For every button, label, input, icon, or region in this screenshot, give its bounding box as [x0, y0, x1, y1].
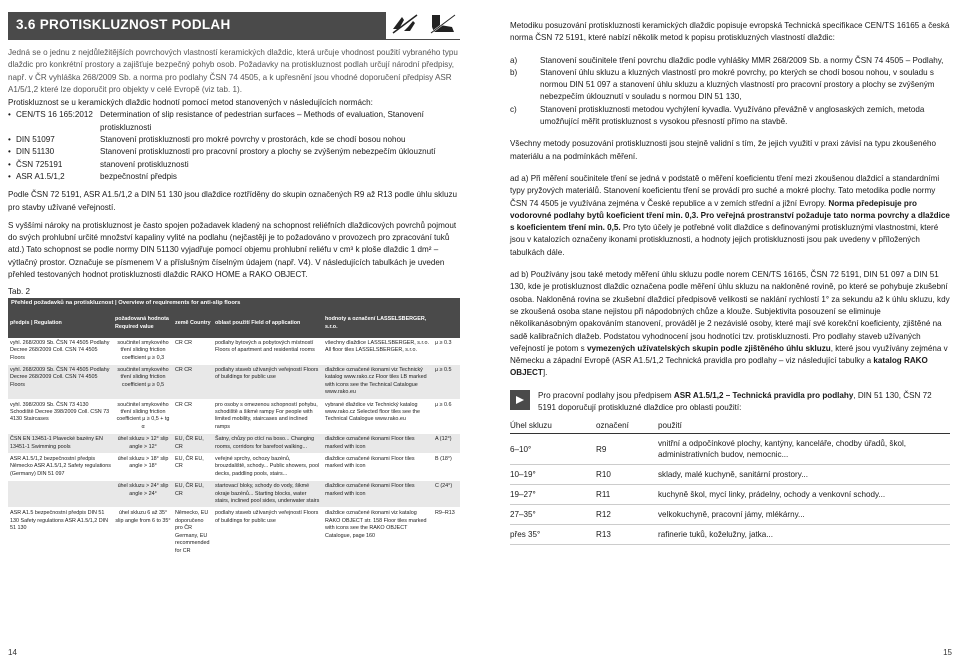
list-item: b) Stanovení úhlu skluzu a kluzných vlastností pro mokré povrchy, po kterých se chodí bosou nohou, v souladu s normou DIN 51 097 a stanovení úhlu skluzu a kluzných vlastností pro pracovní prostory a plochy se zvýšeným nebezpečím úklouznutí v souladu s normou DIN 51 130,: [510, 67, 935, 102]
table-row: [8, 454, 460, 481]
list-item: • DIN 51097 Stanovení protiskluznosti pro mokré povrchy v prostorách, kde se chodí bosou nohou: [8, 135, 406, 145]
methods-intro: Protiskluznost se u keramických dlaždic hodnotí pomocí metod stanovených v následujících normách:: [8, 98, 373, 108]
table-cell: 19–27°: [510, 485, 596, 505]
sock-foot-icon: [424, 7, 462, 39]
table-cell: úhel skluzu > 12° slip angle > 12°: [113, 434, 173, 454]
table-cell: startovací bloky, schody do vody, šikmé okraje bazénů... Starting blocks, water stairs, inclined pool sides, underwater stairs: [213, 481, 323, 508]
arrow-icon: [510, 390, 530, 410]
table-cell: CR CR: [173, 399, 213, 434]
table-cell: vyhl. 398/2009 Sb. ČSN 73 4130 Schodiště Decree 398/2009 Coll. CSN 73 4130 Staircases: [8, 399, 113, 434]
table-row: [510, 465, 950, 485]
page-number-right: 15: [943, 648, 952, 657]
table-row: [8, 399, 460, 434]
table-cell: A (12°): [433, 434, 460, 454]
table-row: [8, 338, 460, 365]
table-cell: úhel skluzu > 18° slip angle > 18°: [113, 454, 173, 481]
section-header: [8, 12, 460, 40]
table-cell: podlahy bytových a pobytových místností Floors of apartment and residential rooms: [213, 338, 323, 365]
table-cell: dlaždice označené ikonami viz katalog RAKO OBJECT str. 158 Floor tiles marked with icons see the RAKO OBJECT Catalogue, page 160: [323, 508, 433, 557]
table-cell: vybrané dlaždice viz Technický katalog www.rako.cz Selected floor tiles see the Technical Catalogue www.rako.eu: [323, 399, 433, 434]
table-header: hodnoty a označení LASSELSBERGER, s.r.o.: [323, 310, 433, 338]
table-cell: ASR A1.5 bezpečnostní předpis DIN 51 130 Safety regulations ASR A1.5/1,2 DIN 51 130: [8, 508, 113, 557]
table-cell: vyhl. 268/2009 Sb. ČSN 74 4505 Podlahy Decree 268/2009 Coll. CSN 74 4505 Floors: [8, 364, 113, 399]
table-cell: podlahy staveb užívaných veřejností Floors of buildings for public use: [213, 364, 323, 399]
table-cell: součinitel smykového tření sliding friction coefficient μ ≥ 0,5 + tg α: [113, 399, 173, 434]
table-cell: všechny dlaždice LASSELSBERGER, s.r.o. All floor tiles LASSELSBERGER, s.r.o.: [323, 338, 433, 365]
list-item: c) Stanovení protiskluznosti metodou vychýlení kyvadla. Využíváno převážně v anglosaských zemích, metoda umožňující měřit protiskluznost s vysokou přesností přímo na stavbě.: [510, 104, 925, 127]
methodology-paragraph: Metodiku posuzování protiskluznosti keramických dlaždic popisuje evropská Technická specifikace CEN/TS 16165 a česká norma ČSN 72 5191, které nabízí několik metod k popisu protiskluzných vlastností dlaždic:: [510, 21, 950, 43]
table-cell: sklady, malé kuchyně, sanitární prostory...: [658, 465, 950, 485]
table-cell: 6–10°: [510, 434, 596, 465]
table-header: [433, 310, 460, 338]
list-item: • ČSN 725191 stanovení protiskluznosti: [8, 159, 189, 169]
table-cell: R9–R13: [433, 508, 460, 557]
left-column: [8, 12, 460, 558]
table-cell: vnitřní a odpočínkové plochy, kantýny, kanceláře, chodby úřadů, škol, administrativních budov, nemocnic...: [658, 434, 950, 465]
table-cell: rafinerie tuků, koželužny, jatka...: [658, 525, 950, 545]
section-icons: [386, 7, 462, 39]
table-row: [8, 364, 460, 399]
table-cell: Německo, EU doporučeno pro ČR Germany, EU recommended for CR: [173, 508, 213, 557]
right-column: [510, 20, 950, 545]
table-cell: úhel skluzu 6 až 35° slip angle from 6 to 35°: [113, 508, 173, 557]
methods-abc-list: [510, 55, 950, 129]
table-row: [8, 481, 460, 508]
list-item: a) Stanovení součinitele tření povrchu dlaždic podle vyhlášky MMR 268/2009 Sb. a normy ČSN 74 4505 – Podlahy,: [510, 55, 944, 65]
table-cell: EU, ČR EU, CR: [173, 454, 213, 481]
table-row: [510, 525, 950, 545]
table-cell: podlahy staveb užívaných veřejností Floors of buildings for public use: [213, 508, 323, 557]
table-header: označení: [596, 418, 658, 434]
table-cell: EU, ČR EU, CR: [173, 481, 213, 508]
table-header: požadovaná hodnota Required value: [113, 310, 173, 338]
table-cell: μ ≥ 0.5: [433, 364, 460, 399]
list-item: • CEN/TS 16 165:2012 Determination of slip resistance of pedestrian surfaces – Methods of evaluation, Stanovení protiskluznosti: [8, 110, 424, 132]
table-cell: 10–19°: [510, 465, 596, 485]
table-cell: pro osoby s omezenou schopností pohybu, schodiště a šikmé rampy For people with limited mobility, staircases and inclined ramps: [213, 399, 323, 434]
table-row: [510, 505, 950, 525]
table-header: použití: [658, 418, 950, 434]
table-cell: R11: [596, 485, 658, 505]
table-cell: Šatny, chůzy po ctící na boso... Changing rooms, corridors for barefoot walking...: [213, 434, 323, 454]
table-cell: CR CR: [173, 338, 213, 365]
intro-paragraph: Jedná se o jednu z nejdůležitějších povrchových vlastností keramických dlaždic, která určuje vhodnost použití vybraného typu dlaždic pro konkrétní prostory a zajišťuje bezpečný pohyb osob. Požadavky na protiskluznost podlah určují národní předpisy, např. v ČR vyhláška 268/2009 Sb. a norma pro podlahy ČSN 74 4505, a k upřesnění jsou vhodné doporučení předpisy ASR A1/5/1,2 které lze doporučit pro objekty v celé Evropě (viz tab. 1).: [8, 48, 458, 94]
page-number-left: 14: [8, 648, 17, 657]
table-cell: kuchyně škol, mycí linky, prádelny, ochody a venkovní schody...: [658, 485, 950, 505]
table-cell: dlaždice označené ikonami Floor tiles marked with icon: [323, 481, 433, 508]
slip-angle-paragraph: ad b) Používány jsou také metody měření úhlu skluzu podle norem CEN/TS 16165, ČSN 72 5191, DIN 51 097 a DIN 51 130, kde je protiskluznost dlaždic označena podle měření úhlu skluzu na nakloněné rovině, po které se pohybuje zkušební osoba. Nakloněná rovina se zkušební dlaždicí předpisově velikosti se naklání rychlostí 1° za sekundu až k úhlu skluzu, kdy se zkoušená osoba stane nejistou při nápodobných chůze a klouže. Subjektivita posouzení se eliminuje několikanásobným opakováním stanovení, prováděl je 2 nezávislé osoby, které mají své korekční koeficienty, zjištěné na sadě kalibračních dlažeb. Podstatou vyhodnocení jsou hodnotíci tzv. protiskluznosti. Pro podlahy staveb užívaných veřejností je potom s vymezených užívatelských skupin podle zjištěného úhlu skluzu, které jsou využívány zejména v Německu a západní Evropě (ASR A1.5/1,2 Technická pravidla pro podlahy – viz následující tabulky a katalog RAKO OBJECT].: [510, 270, 950, 378]
table-cell: R12: [596, 505, 658, 525]
validity-paragraph: Všechny metody posuzování protiskluznosti jsou stejně validní s tím, že jejich využití v praxi závisí na typu zkoušeného materiálu a na podmínkách měření.: [510, 139, 937, 161]
table-header: Úhel skluzu: [510, 418, 596, 434]
friction-paragraph: ad a) Při měření součinitele tření se jedná v podstatě o měření koeficientu tření mezi zkoušenou dlaždicí a standardními typy pryžových materiálů. Stanovení koeficientu tření se provádí pro suché a mokré plochy. Tato metodika podle normy ČSN 74 4505 je využívána zejména v České republice a v zemích střední a jižní Evropy. Norma předepisuje pro vodorovné podlahy bytů koeficient tření min. 0,3. Pro veřejná prostranství požaduje tato norma povrchy a dlaždice s koeficientem tření min. 0,5. Pro tyto účely je potřebné volit dlaždice s definovanými protiskluznými vlastnostmi, které jsou v katalozích označeny ikonami protiskluznosti, a hodnoty jejich protiskluznosti jsou pak uvedeny v příložených tabulkách dále.: [510, 173, 950, 257]
table-cell: dlaždice označené ikonami Floor tiles marked with icon: [323, 454, 433, 481]
table-header: předpis | Regulation: [8, 310, 113, 338]
table-row: [510, 434, 950, 465]
table-label: Tab. 2: [8, 287, 31, 297]
shoe-sole-icon: [386, 7, 424, 39]
table-cell: R10: [596, 465, 658, 485]
table-cell: součinitel smykového tření sliding friction coefficient μ ≥ 0,5: [113, 364, 173, 399]
table-cell: μ ≥ 0.6: [433, 399, 460, 434]
table-cell: [8, 481, 113, 508]
table-cell: EU, ČR EU, CR: [173, 434, 213, 454]
table-header: země Country: [173, 310, 213, 338]
table-cell: B (18°): [433, 454, 460, 481]
list-item: • DIN 51130 Stanovení protiskluznosti pro pracovní prostory a plochy se zvýšeným nebezpečím úklouznutí: [8, 147, 436, 157]
table-cell: veřejné sprchy, ochozy bazénů, brouzdaliště, schody... Public showers, pool decks, paddling pools, stairs...: [213, 454, 323, 481]
table-cell: R13: [596, 525, 658, 545]
table-cell: μ ≥ 0.3: [433, 338, 460, 365]
list-item: • ASR A1.5/1,2 bezpečnostní předpis: [8, 171, 177, 181]
table-cell: C (24°): [433, 481, 460, 508]
table-cell: dlaždice označené ikonami viz Technický katalog www.rako.cz Floor tiles LB marked with icons see the Technical Catalogue www.rako.eu: [323, 364, 433, 399]
table-cell: 27–35°: [510, 505, 596, 525]
methods-list: [8, 109, 460, 183]
table-cell: ASR A1.5/1,2 bezpečnostní předpis Německo ASR A1.5/1,2 Safety regulations (Germany) DIN 51 097: [8, 454, 113, 481]
table-cell: vyhl. 268/2009 Sb. ČSN 74 4505 Podlahy Decree 268/2009 Coll. CSN 74 4505 Floors: [8, 338, 113, 365]
table-header: oblast použití Field of application: [213, 310, 323, 338]
table-cell: dlaždice označené ikonami Floor tiles marked with icon: [323, 434, 433, 454]
table-cell: R9: [596, 434, 658, 465]
table-caption: Přehled požadavků na protiskluznost | Overview of requirements for anti-slip floors: [8, 298, 460, 309]
table-cell: velkokuchyně, pracovní jámy, mlékárny...: [658, 505, 950, 525]
paragraph-groups: Podle ČSN 72 5191, ASR A1.5/1,2 a DIN 51 130 jsou dlaždice roztříděny do skupin označených R9 až R13 podle úhlu skluzu pro stavby užívané veřejností.: [8, 190, 458, 212]
recommendation-box: [510, 390, 950, 415]
recommendation-text: Pro pracovní podlahy jsou předpisem ASR A1.5/1,2 – Technická pravidla pro podlahy, DIN 51 130, ČSN 72 5191 doporučují protiskluzné dlaždice pro oblasti použití:: [538, 390, 932, 413]
table-row: [8, 434, 460, 454]
slip-angle-table: [510, 418, 950, 545]
section-title: 3.6 PROTISKLUZNOST PODLAH: [16, 17, 231, 32]
table-cell: ČSN EN 13451-1 Plavecké bazény EN 13451-1 Swimming pools: [8, 434, 113, 454]
table-cell: součinitel smykového tření sliding friction coefficient μ ≥ 0,3: [113, 338, 173, 365]
table-row: [8, 508, 460, 557]
table-cell: přes 35°: [510, 525, 596, 545]
requirements-table: [8, 298, 460, 558]
table-cell: CR CR: [173, 364, 213, 399]
paragraph-displacement: S vyššími nároky na protiskluznost je často spojen požadavek kladený na schopnost reliéfních dlaždicových povrchů pojmout do svých prohlubní určité množství kapaliny vylité na podlahu (nejčastěji je to požadováno v provozech pro zpracování tuků atd.) Tato schopnost se podle normy DIN 51130 vyjadřuje pomocí objemu prohlubní reliéfu v cm³ k ploše dlaždic 1 dm² – výtlačný prostor. Označuje se písmenem V a příslušným číselným údajem (např. V4). V následujících tabulkách je uveden přehled testovaných hodnot protiskluznosti dlaždic RAKO HOME a RAKO OBJECT.: [8, 220, 457, 280]
table-row: [510, 485, 950, 505]
table-cell: úhel skluzu > 24° slip angle > 24°: [113, 481, 173, 508]
